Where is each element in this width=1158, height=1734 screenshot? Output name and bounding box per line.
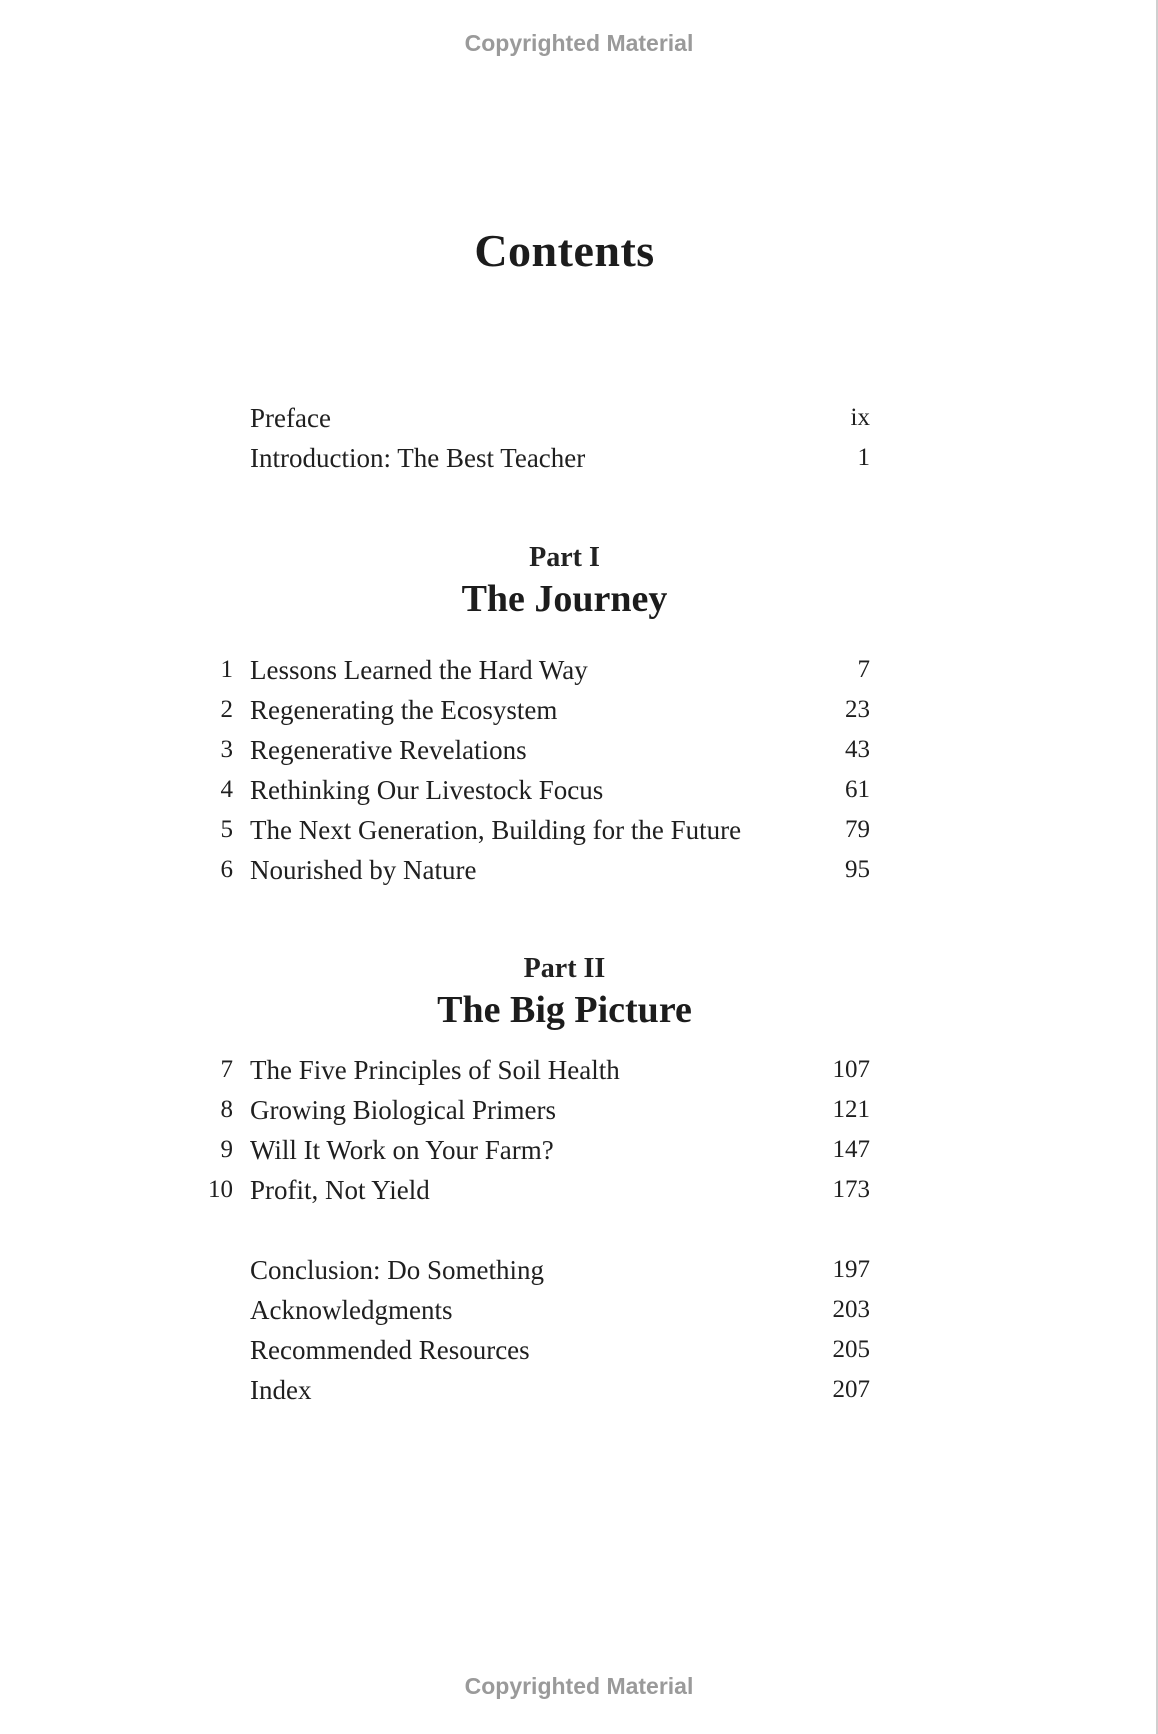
chapter-page: 61 xyxy=(845,776,870,803)
toc-entry-title: Acknowledgments xyxy=(250,1295,453,1325)
chapter-number: 6 xyxy=(220,856,233,883)
toc-entry-page: 203 xyxy=(832,1296,870,1323)
toc-chapter-10[interactable] xyxy=(200,1170,870,1210)
chapter-number: 1 xyxy=(220,656,233,683)
chapter-title: Regenerative Revelations xyxy=(250,735,527,765)
toc-entry-title: Preface xyxy=(250,403,331,433)
toc-entry-title: Introduction: The Best Teacher xyxy=(250,443,586,473)
toc-entry-conclusion[interactable] xyxy=(200,1250,870,1290)
part-name: The Big Picture xyxy=(437,989,692,1031)
part-label: Part I xyxy=(529,542,600,573)
toc-chapter-7[interactable] xyxy=(200,1050,870,1090)
toc-entry-recommended-resources[interactable] xyxy=(200,1330,870,1370)
chapter-title: Lessons Learned the Hard Way xyxy=(250,655,588,685)
chapter-title: Regenerating the Ecosystem xyxy=(250,695,558,725)
front-matter-list xyxy=(200,398,870,478)
chapter-page: 147 xyxy=(832,1136,870,1163)
chapter-page: 7 xyxy=(857,656,870,683)
chapter-page: 43 xyxy=(845,736,870,763)
part-heading-2 xyxy=(0,951,1129,1033)
toc-entry-page: 1 xyxy=(857,444,870,471)
chapter-number: 2 xyxy=(220,696,233,723)
chapter-page: 173 xyxy=(832,1176,870,1203)
chapter-number: 3 xyxy=(220,736,233,763)
chapter-number: 5 xyxy=(220,816,233,843)
chapter-page: 121 xyxy=(832,1096,870,1123)
back-matter-list xyxy=(200,1250,870,1410)
copyright-watermark-top: Copyrighted Material xyxy=(464,30,694,56)
part-2-chapter-list xyxy=(200,1050,870,1210)
copyright-watermark-bottom: Copyrighted Material xyxy=(464,1673,694,1699)
toc-chapter-2[interactable] xyxy=(200,690,870,730)
toc-chapter-4[interactable] xyxy=(200,770,870,810)
chapter-title: Will It Work on Your Farm? xyxy=(250,1135,554,1165)
chapter-title: The Next Generation, Building for the Future xyxy=(250,815,742,845)
toc-chapter-9[interactable] xyxy=(200,1130,870,1170)
chapter-title: Growing Biological Primers xyxy=(250,1095,556,1125)
chapter-page: 95 xyxy=(845,856,870,883)
toc-entry-title: Recommended Resources xyxy=(250,1335,530,1365)
chapter-page: 79 xyxy=(845,816,870,843)
part-label: Part II xyxy=(523,953,606,984)
toc-entry-introduction[interactable] xyxy=(200,438,870,478)
toc-entry-acknowledgments[interactable] xyxy=(200,1290,870,1330)
toc-chapter-6[interactable] xyxy=(200,850,870,890)
chapter-title: Rethinking Our Livestock Focus xyxy=(250,775,604,805)
part-name: The Journey xyxy=(461,578,668,620)
chapter-number: 4 xyxy=(220,776,233,803)
part-heading-1 xyxy=(0,540,1129,622)
toc-entry-preface[interactable] xyxy=(200,398,870,438)
chapter-page: 107 xyxy=(832,1056,870,1083)
chapter-number: 7 xyxy=(220,1056,233,1083)
chapter-number: 8 xyxy=(220,1096,233,1123)
toc-entry-page: ix xyxy=(850,404,870,431)
toc-chapter-3[interactable] xyxy=(200,730,870,770)
chapter-title: The Five Principles of Soil Health xyxy=(250,1055,620,1085)
chapter-title: Profit, Not Yield xyxy=(250,1175,430,1205)
toc-entry-page: 207 xyxy=(832,1376,870,1403)
toc-chapter-5[interactable] xyxy=(200,810,870,850)
toc-entry-page: 197 xyxy=(832,1256,870,1283)
part-1-chapter-list xyxy=(200,650,870,890)
chapter-title: Nourished by Nature xyxy=(250,855,477,885)
contents-title: Contents xyxy=(474,225,655,276)
chapter-number: 10 xyxy=(208,1176,233,1203)
toc-chapter-8[interactable] xyxy=(200,1090,870,1130)
chapter-number: 9 xyxy=(220,1136,233,1163)
toc-entry-title: Index xyxy=(250,1375,312,1405)
toc-entry-title: Conclusion: Do Something xyxy=(250,1255,545,1285)
toc-entry-page: 205 xyxy=(832,1336,870,1363)
chapter-page: 23 xyxy=(845,696,870,723)
toc-chapter-1[interactable] xyxy=(200,650,870,690)
toc-entry-index[interactable] xyxy=(200,1370,870,1410)
